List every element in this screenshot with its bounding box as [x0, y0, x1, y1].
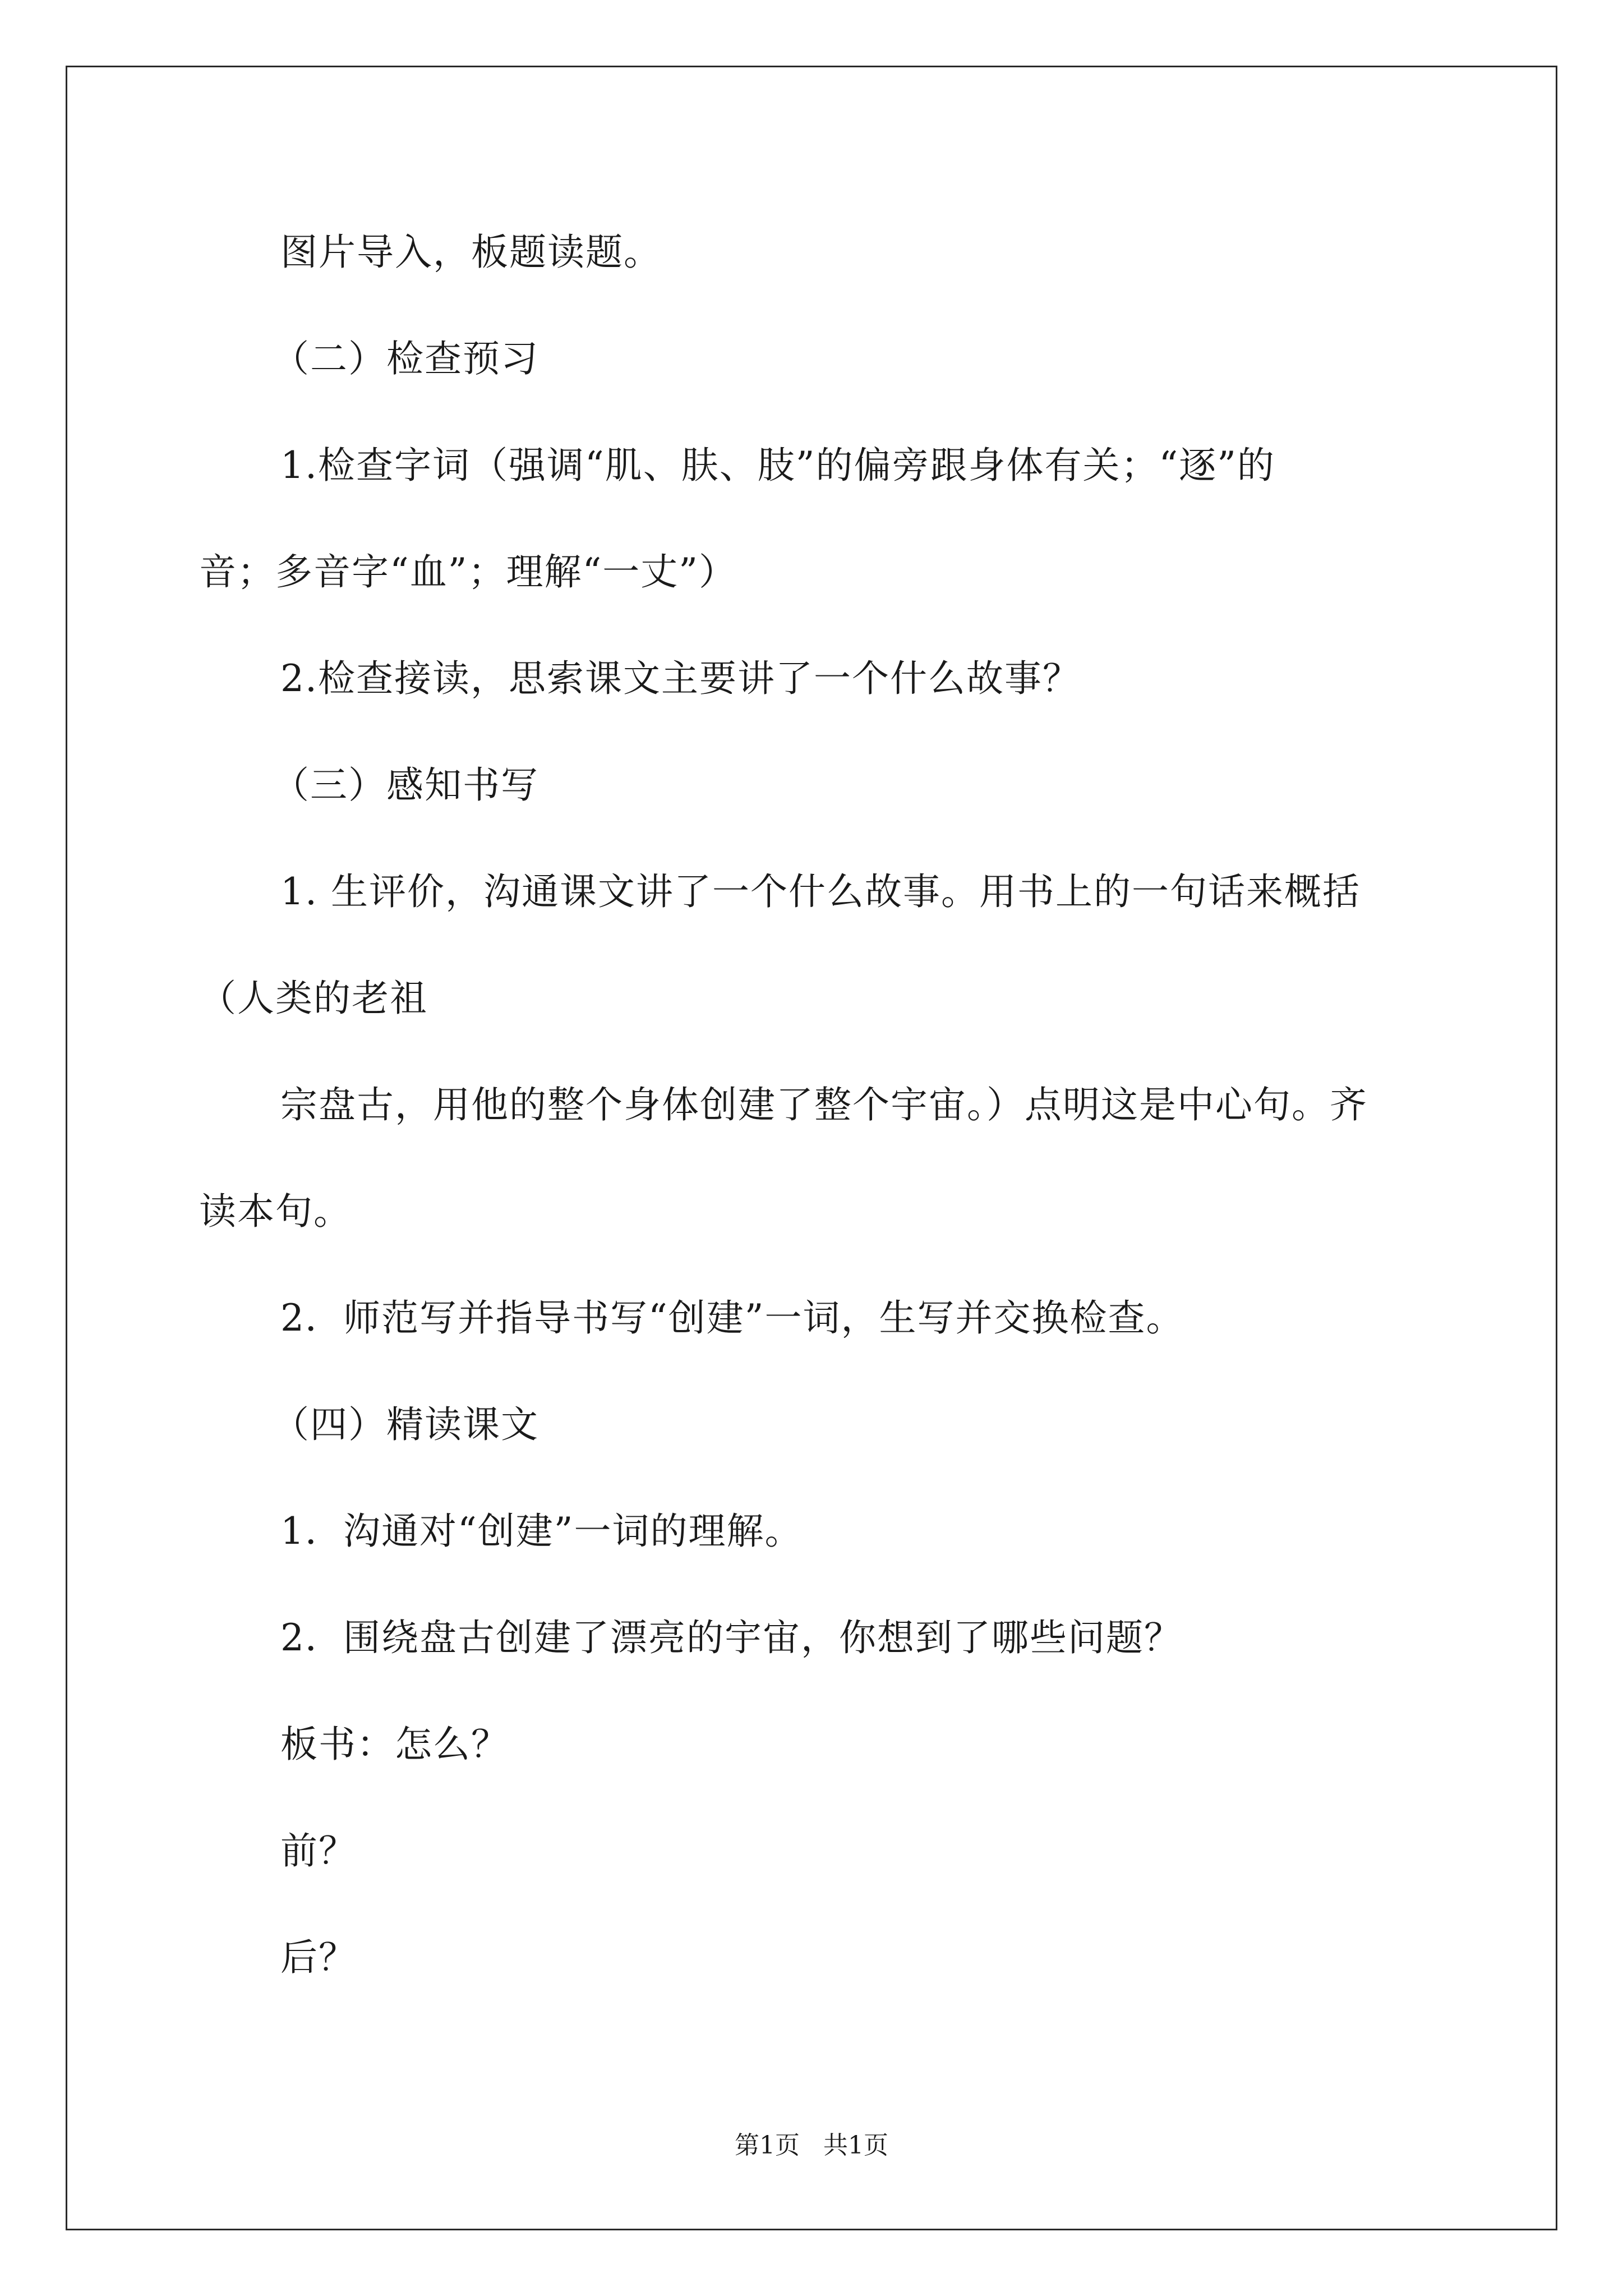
paragraph-central-sentence-cont: 读本句。	[199, 1190, 352, 1233]
paragraph-central-sentence: 宗盘古，用他的整个身体创建了整个宇宙。）点明这是中心句。齐	[280, 1083, 1368, 1126]
board-note-how: 板书：怎么？	[280, 1723, 509, 1766]
paragraph-understanding: 1．沟通对“创建”一词的理解。	[280, 1510, 803, 1553]
paragraph-check-words-cont: 音；多音字“血”；理解“一丈”）	[199, 550, 737, 593]
paragraph-questions: 2．围绕盘古创建了漂亮的宇宙，你想到了哪些问题？	[280, 1616, 1182, 1659]
paragraph-writing-demo: 2．师范写并指导书写“创建”一词，生写并交换检查。	[280, 1296, 1184, 1340]
board-note-after: 后？	[280, 1936, 357, 1979]
paragraph-check-words: 1.检查字词（强调“肌、肤、肢”的偏旁跟身体有关；“逐”的	[280, 444, 1275, 487]
section-heading-2: （二）检查预习	[272, 337, 539, 380]
paragraph-evaluate-cont: （人类的老祖	[199, 977, 428, 1020]
page-footer: 第1页 共1页	[735, 2131, 888, 2160]
paragraph-check-reading: 2.检查接读，思索课文主要讲了一个什么故事？	[280, 657, 1081, 700]
section-heading-3: （三）感知书写	[272, 763, 539, 807]
paragraph-evaluate: 1. 生评价，沟通课文讲了一个什么故事。用书上的一句话来概括	[280, 870, 1361, 913]
page-border	[66, 66, 1557, 2230]
board-note-before: 前？	[280, 1829, 357, 1872]
section-heading-4: （四）精读课文	[272, 1403, 539, 1446]
paragraph-intro: 图片导入，板题读题。	[280, 231, 662, 274]
